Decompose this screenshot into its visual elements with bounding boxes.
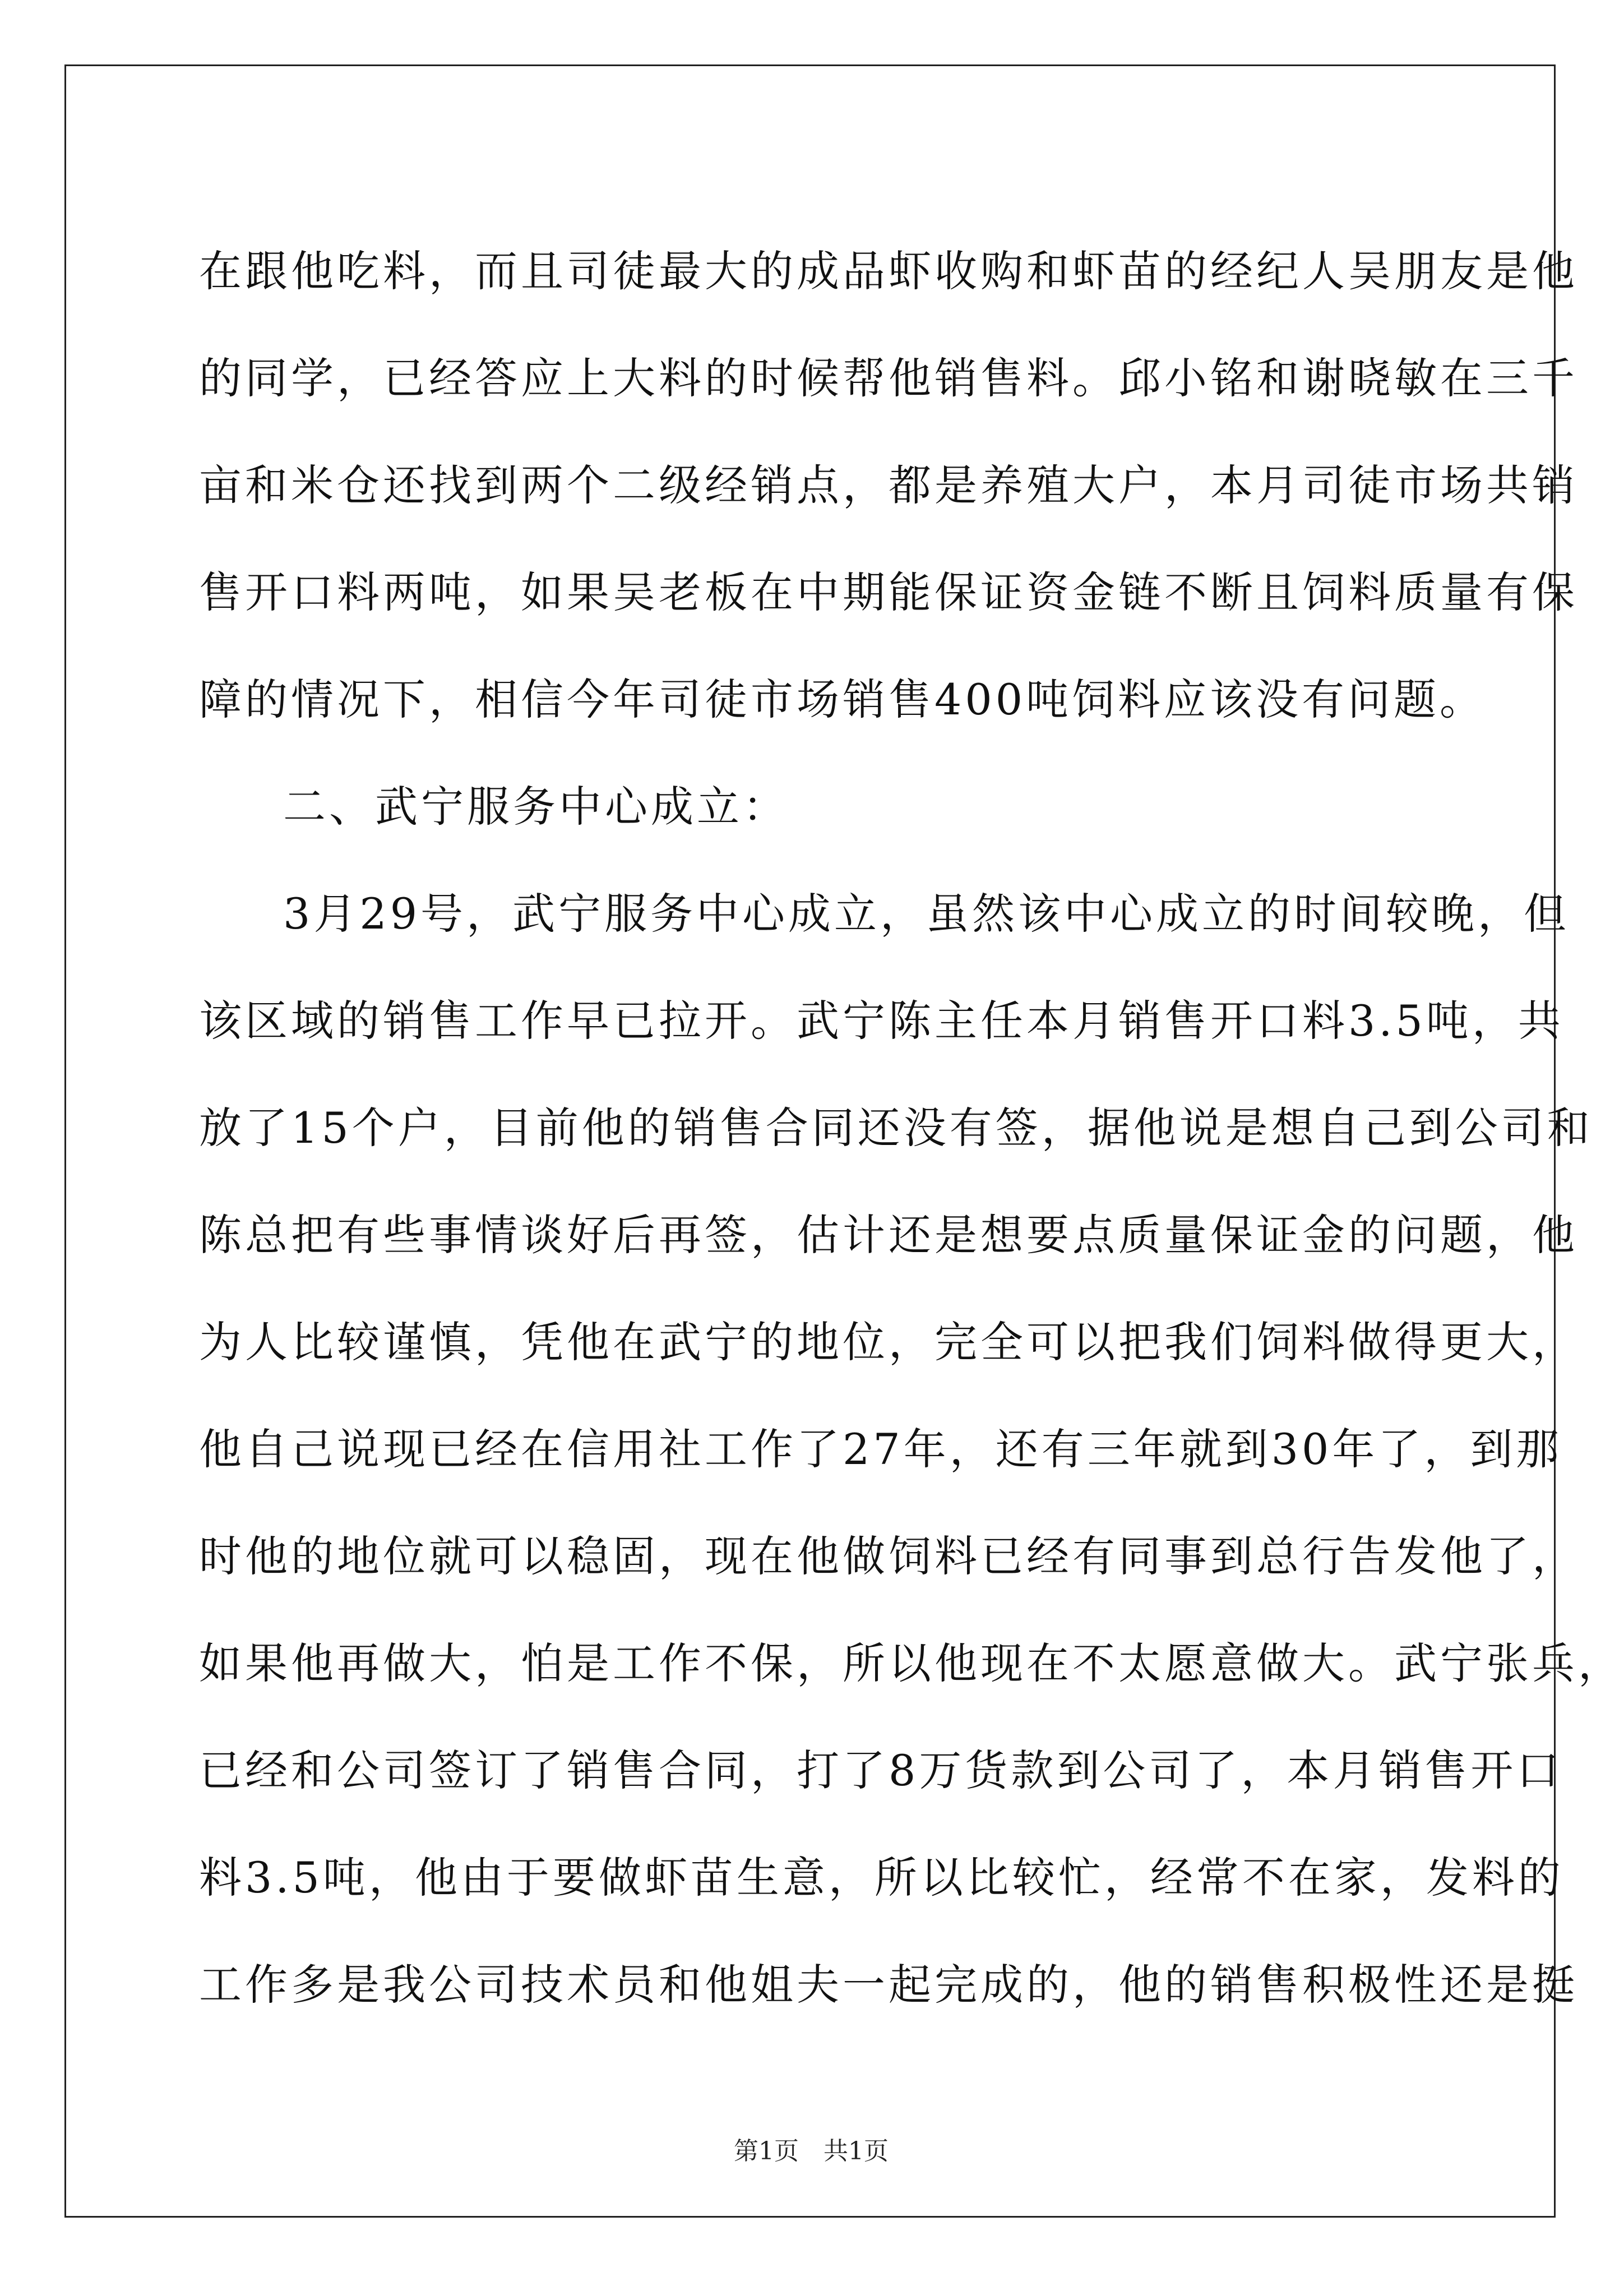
section-heading: 二、武宁服务中心成立： — [283, 782, 789, 832]
text-line-14: 如果他再做大，怕是工作不保，所以他现在不太愿意做大。武宁张兵， — [199, 1638, 1624, 1688]
text-line-5: 障的情况下，相信今年司徒市场销售400吨饲料应该没有问题。 — [199, 675, 1486, 724]
page-footer: 第1页 共1页 — [734, 2137, 889, 2165]
text-line-8: 该区域的销售工作早已拉开。武宁陈主任本月销售开口料3.5吨，共 — [199, 996, 1564, 1046]
text-line-4: 售开口料两吨，如果吴老板在中期能保证资金链不断且饲料质量有保 — [199, 567, 1578, 617]
text-line-1: 在跟他吃料，而且司徒最大的成品虾收购和虾苗的经纪人吴朋友是他 — [199, 246, 1578, 296]
text-line-3: 亩和米仓还找到两个二级经销点，都是养殖大户，本月司徒市场共销 — [199, 460, 1578, 510]
text-line-9: 放了15个户，目前他的销售合同还没有签，据他说是想自己到公司和 — [199, 1103, 1593, 1153]
text-line-2: 的同学，已经答应上大料的时候帮他销售料。邱小铭和谢晓敏在三千 — [199, 353, 1578, 403]
text-line-12: 他自己说现已经在信用社工作了27年，还有三年就到30年了，到那 — [199, 1424, 1562, 1474]
text-line-16: 料3.5吨，他由于要做虾苗生意，所以比较忙，经常不在家，发料的 — [199, 1853, 1564, 1903]
text-line-7: 3月29号，武宁服务中心成立，虽然该中心成立的时间较晚，但 — [283, 889, 1570, 939]
text-line-11: 为人比较谨慎，凭他在武宁的地位，完全可以把我们饲料做得更大， — [199, 1317, 1578, 1367]
text-line-10: 陈总把有些事情谈好后再签，估计还是想要点质量保证金的问题，他 — [199, 1210, 1578, 1260]
text-line-17: 工作多是我公司技术员和他姐夫一起完成的，他的销售积极性还是挺 — [199, 1960, 1578, 2010]
document-body — [199, 218, 1624, 2038]
text-line-13: 时他的地位就可以稳固，现在他做饲料已经有同事到总行告发他了， — [199, 1531, 1578, 1581]
text-line-15: 已经和公司签订了销售合同，打了8万货款到公司了，本月销售开口 — [199, 1746, 1563, 1795]
